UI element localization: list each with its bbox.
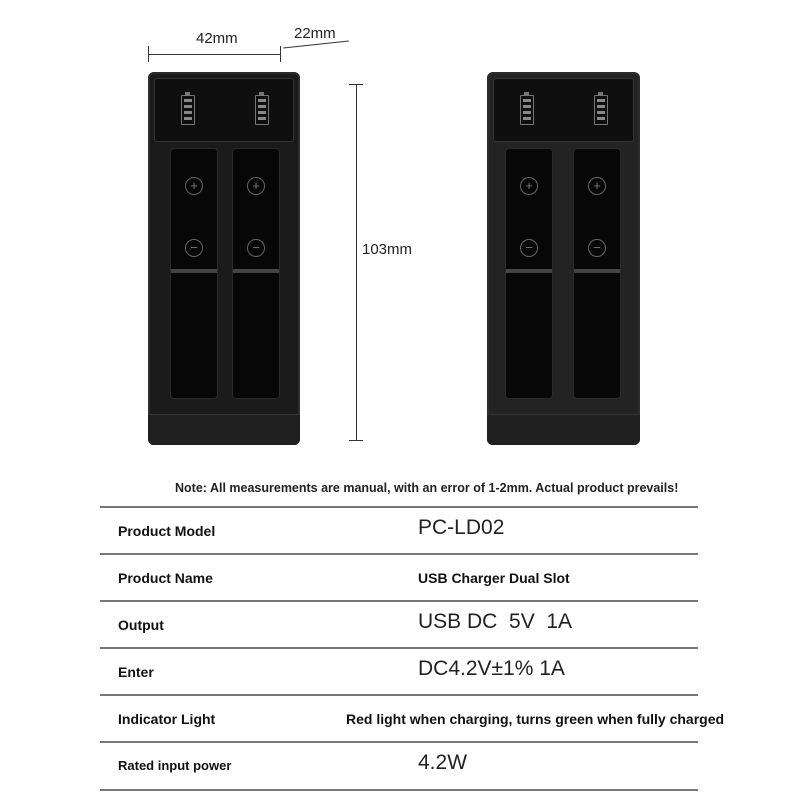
plus-icon: +	[185, 177, 203, 195]
dimension-tick	[349, 84, 363, 85]
minus-icon: −	[247, 239, 265, 257]
plus-icon: +	[588, 177, 606, 195]
measurement-note: Note: All measurements are manual, with an error of 1-2mm. Actual product prevails!	[175, 481, 679, 495]
charger-base	[148, 414, 300, 445]
width-dimension-line	[148, 54, 280, 55]
dimension-tick	[280, 46, 281, 62]
plus-icon: +	[520, 177, 538, 195]
spec-row	[100, 694, 725, 742]
spec-value: DC4.2V±1% 1A	[418, 657, 565, 680]
spec-row	[100, 506, 698, 554]
minus-icon: −	[520, 239, 538, 257]
spec-value: USB DC 5V 1A	[418, 610, 573, 633]
dimension-tick	[148, 46, 149, 62]
battery-indicator-icon	[520, 95, 534, 125]
battery-slot	[170, 148, 218, 399]
charger-front-view	[148, 72, 300, 445]
spec-label: Output	[118, 617, 164, 633]
battery-slot	[232, 148, 280, 399]
spec-row	[100, 600, 698, 648]
dimension-tick	[349, 440, 363, 441]
charger-base	[487, 414, 640, 445]
battery-indicator-icon	[255, 95, 269, 125]
minus-icon: −	[185, 239, 203, 257]
width-label: 42mm	[196, 30, 238, 47]
indicator-panel	[493, 78, 634, 142]
minus-icon: −	[588, 239, 606, 257]
plus-icon: +	[247, 177, 265, 195]
spec-value: 4.2W	[418, 751, 468, 774]
battery-indicator-icon	[181, 95, 195, 125]
spec-row	[100, 553, 698, 601]
spec-row	[100, 741, 698, 791]
charger-angled-view	[487, 72, 640, 445]
indicator-panel	[154, 78, 294, 142]
height-label: 103mm	[362, 241, 413, 258]
spec-label: Product Model	[118, 523, 216, 539]
spec-value: USB Charger Dual Slot	[418, 570, 570, 586]
height-dimension-line	[356, 84, 357, 440]
battery-indicator-icon	[594, 95, 608, 125]
spec-row	[100, 647, 698, 695]
spec-label: Indicator Light	[118, 711, 216, 727]
spec-label: Rated input power	[118, 758, 232, 773]
battery-slot	[573, 148, 621, 399]
spec-label: Enter	[118, 664, 154, 680]
depth-label: 22mm	[294, 25, 336, 42]
battery-slot	[505, 148, 553, 399]
spec-label: Product Name	[118, 570, 213, 586]
spec-value: PC-LD02	[418, 516, 505, 539]
spec-value: Red light when charging, turns green when fully charged	[346, 711, 725, 727]
